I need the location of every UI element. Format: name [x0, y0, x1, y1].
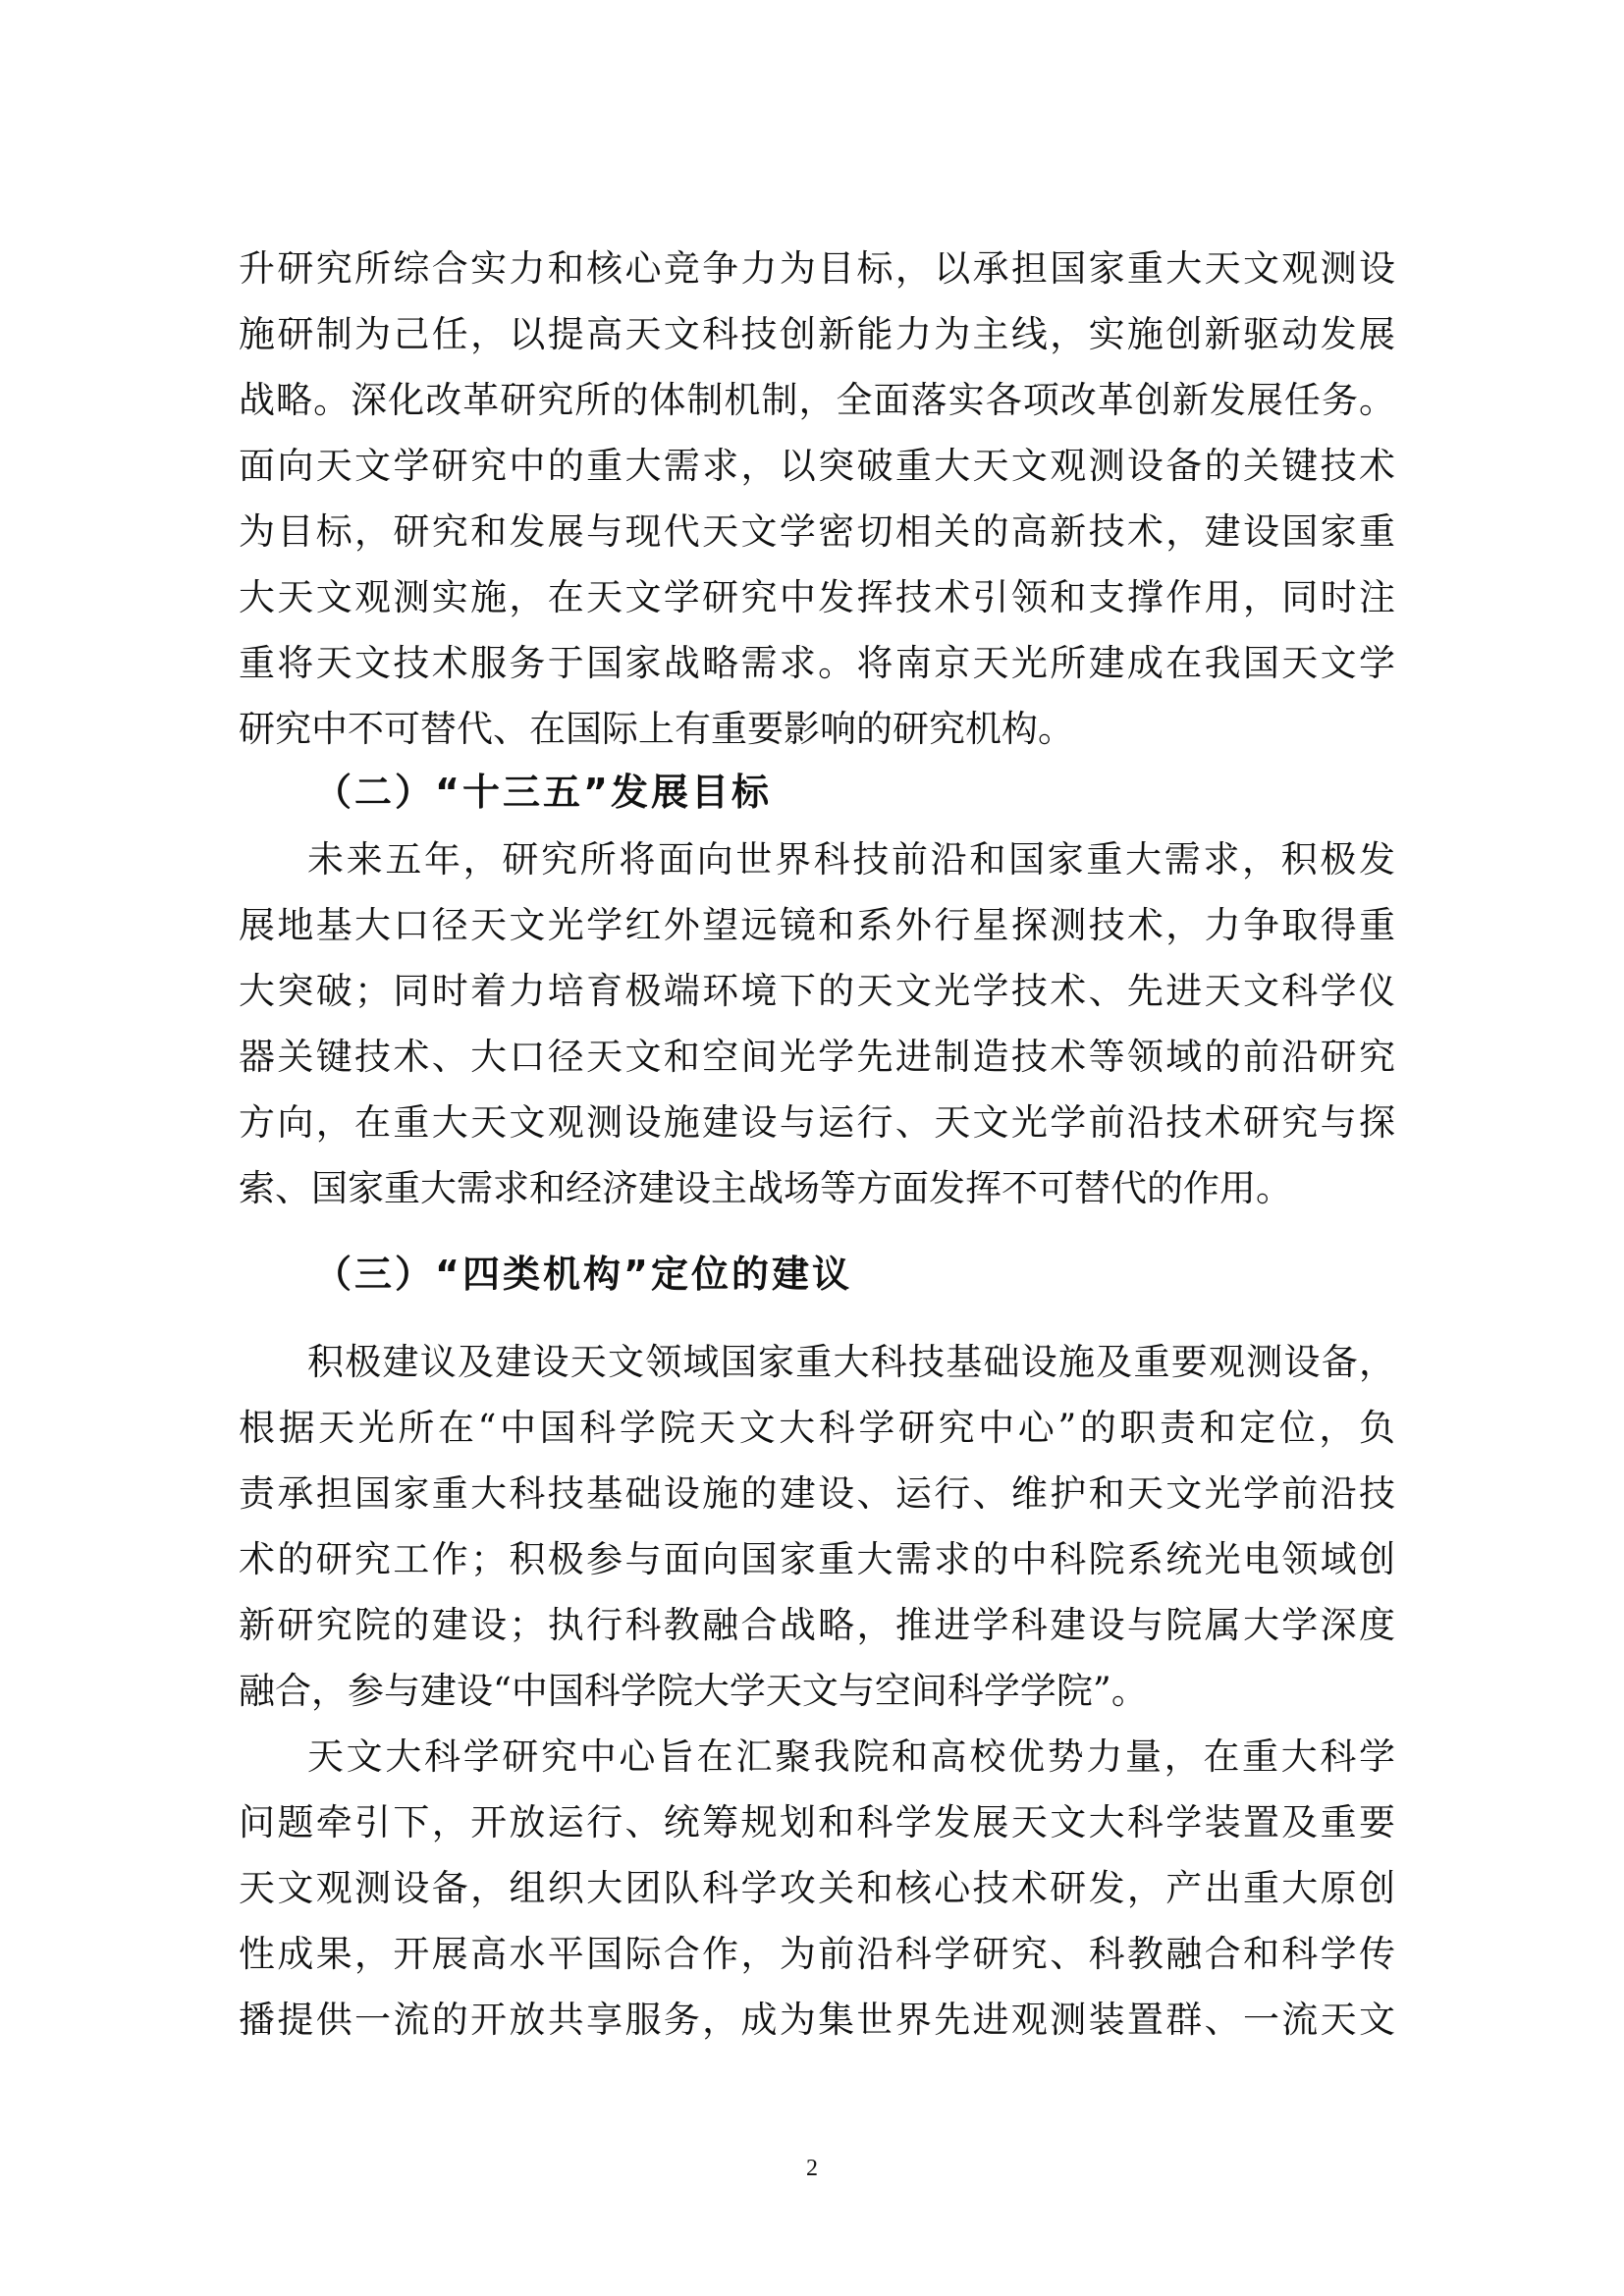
paragraph-4-line: 天文大科学研究中心旨在汇聚我院和高校优势力量，在重大科学: [307, 1735, 1395, 1778]
paragraph-3-line: 责承担国家重大科技基础设施的建设、运行、维护和天文光学前沿技: [239, 1472, 1395, 1515]
paragraph-3-line: 根据天光所在“中国科学院天文大科学研究中心”的职责和定位，负: [239, 1407, 1395, 1449]
section-heading-2: （二）“十三五”发展目标: [314, 771, 772, 814]
paragraph-2-line: 未来五年，研究所将面向世界科技前沿和国家重大需求，积极发: [307, 838, 1395, 881]
paragraph-1-line: 研究中不可替代、在国际上有重要影响的研究机构。: [239, 708, 1074, 750]
paragraph-1-line: 升研究所综合实力和核心竞争力为目标，以承担国家重大天文观测设: [239, 247, 1395, 290]
paragraph-2-line: 方向，在重大天文观测设施建设与运行、天文光学前沿技术研究与探: [239, 1101, 1395, 1144]
paragraph-3-line: 积极建议及建设天文领域国家重大科技基础设施及重要观测设备，: [307, 1341, 1395, 1383]
paragraph-4-line: 问题牵引下，开放运行、统筹规划和科学发展天文大科学装置及重要: [239, 1801, 1395, 1843]
paragraph-3-line: 术的研究工作；积极参与面向国家重大需求的中科院系统光电领域创: [239, 1538, 1395, 1580]
paragraph-4-line: 天文观测设备，组织大团队科学攻关和核心技术研发，产出重大原创: [239, 1867, 1395, 1909]
paragraph-2-line: 展地基大口径天文光学红外望远镜和系外行星探测技术，力争取得重: [239, 904, 1395, 946]
paragraph-1-line: 战略。深化改革研究所的体制机制，全面落实各项改革创新发展任务。: [239, 379, 1395, 421]
paragraph-1-line: 重将天文技术服务于国家战略需求。将南京天光所建成在我国天文学: [239, 642, 1395, 684]
paragraph-2-line: 大突破；同时着力培育极端环境下的天文光学技术、先进天文科学仪: [239, 970, 1395, 1012]
paragraph-1-line: 为目标，研究和发展与现代天文学密切相关的高新技术，建设国家重: [239, 510, 1395, 553]
paragraph-1-line: 面向天文学研究中的重大需求，以突破重大天文观测设备的关键技术: [239, 445, 1395, 487]
paragraph-4-line: 性成果，开展高水平国际合作，为前沿科学研究、科教融合和科学传: [239, 1933, 1395, 1975]
paragraph-2-line: 索、国家重大需求和经济建设主战场等方面发挥不可替代的作用。: [239, 1167, 1292, 1209]
paragraph-3-line: 新研究院的建设；执行科教融合战略，推进学科建设与院属大学深度: [239, 1604, 1395, 1646]
paragraph-1-line: 施研制为己任，以提高天文科技创新能力为主线，实施创新驱动发展: [239, 313, 1395, 355]
section-heading-3: （三）“四类机构”定位的建议: [314, 1253, 852, 1296]
paragraph-2-line: 器关键技术、大口径天文和空间光学先进制造技术等领域的前沿研究: [239, 1036, 1395, 1078]
paragraph-1-line: 大天文观测实施，在天文学研究中发挥技术引领和支撑作用，同时注: [239, 576, 1395, 618]
paragraph-3-line: 融合，参与建设“中国科学院大学天文与空间科学学院”。: [239, 1670, 1148, 1712]
paragraph-4-line: 播提供一流的开放共享服务，成为集世界先进观测装置群、一流天文: [239, 1999, 1395, 2041]
page-number: 2: [806, 2156, 818, 2181]
